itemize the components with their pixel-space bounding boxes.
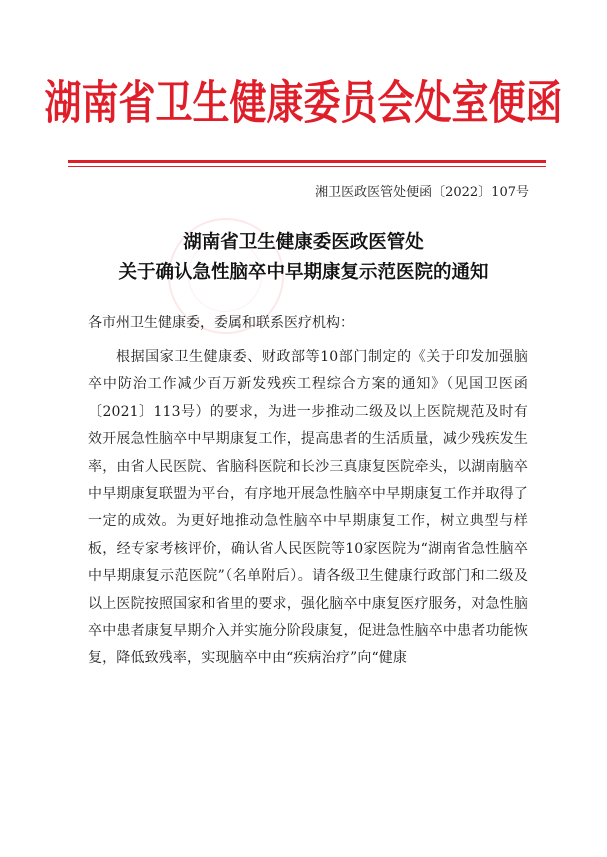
salutation: 各市州卫生健康委，委属和联系医疗机构： [88,315,354,331]
letterhead-red-rule-thin [68,166,546,167]
document-number: 湘卫医政医管处便函〔2022〕107号 [315,185,529,200]
body-paragraph: 根据国家卫生健康委、财政部等10部门制定的《关于印发加强脑卒中防治工作减少百万新发残疾工程综合方案的通知》（见国卫医函〔2021〕113号）的要求，为进一步推动二级及以上医院规范及时有效开展急性脑卒中早期康复工作，提高患者的生活质量，减少残疾发生率，由省人民医院、省脑科医院和长沙三真康复医院牵头，以湖南脑卒中早期康复联盟为平台，有序地开展急性脑卒中早期康复工作并取得了一定的成效。为更好地推动急性脑卒中早期康复工作，树立典型与样板，经专家考核评价，确认省人民医院等10家医院为“湖南省急性脑卒中早期康复示范医院”（名单附后）。请各级卫生健康行政部门和二级及以上医院按照国家和省里的要求，强化脑卒中康复医疗服务，对急性脑卒中患者康复早期介入并实施分阶段康复，促进急性脑卒中患者功能恢复，降低致残率，实现脑卒中由“疾病治疗”向“健康 [88,349,528,667]
heading-line-2: 关于确认急性脑卒中早期康复示范医院的通知 [118,262,489,283]
heading-line-1: 湖南省卫生健康委医政医管处 [183,232,424,253]
letterhead-red-rule-thick [68,160,546,163]
letterhead-title: 湖南省卫生健康委员会处室便函 [44,75,563,130]
